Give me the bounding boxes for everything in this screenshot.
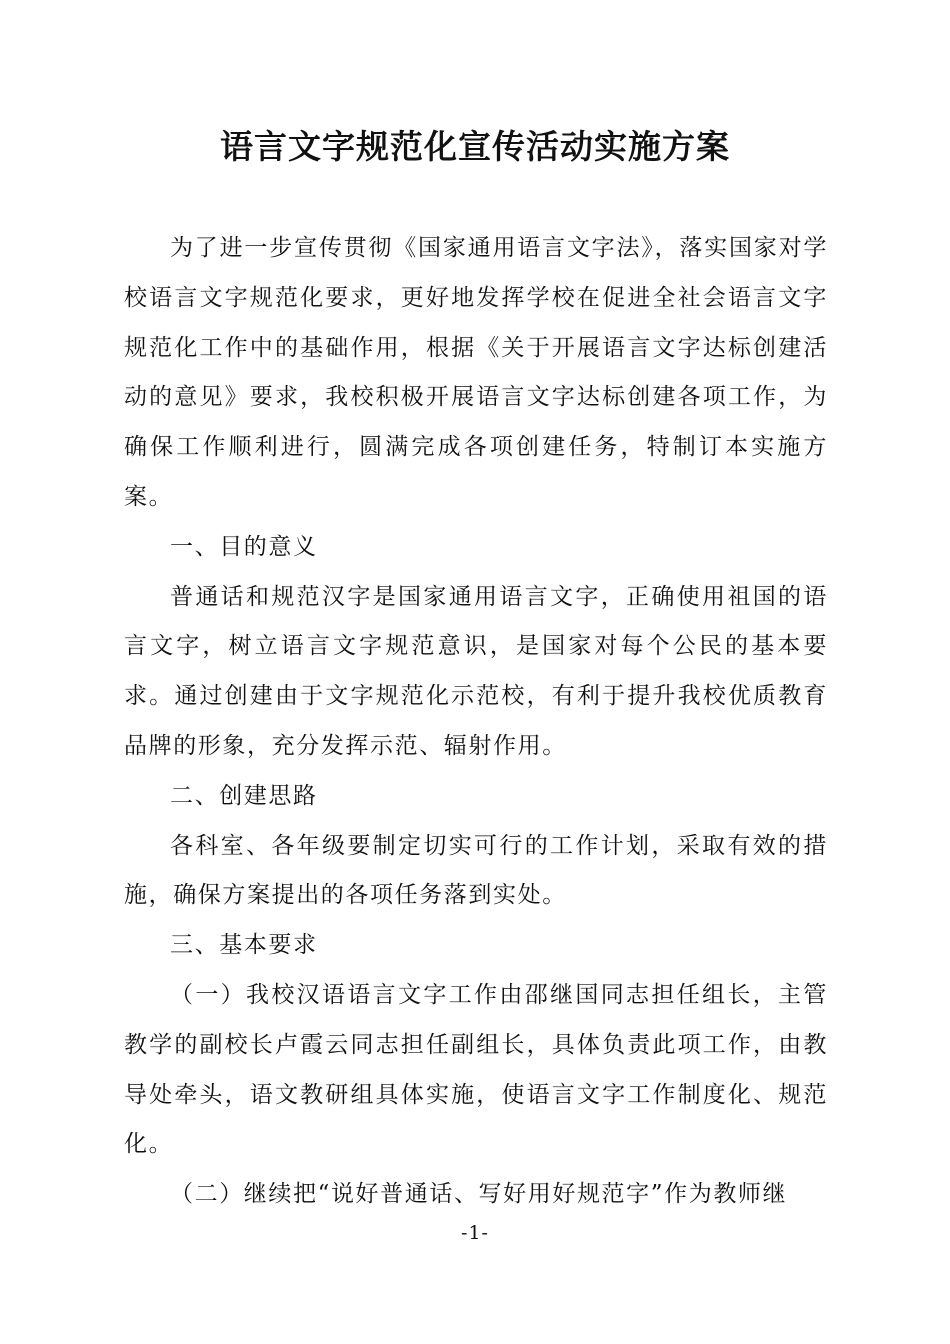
page-number: -1-	[461, 1222, 489, 1244]
document-body	[124, 224, 828, 1220]
paragraph-requirement-1: （一）我校汉语语言文字工作由邵继国同志担任组长，主管教学的副校长卢霞云同志担任副组长，具体负责此项工作，由教导处牵头，语文教研组具体实施，使语言文字工作制度化、规范化。	[124, 981, 828, 1158]
paragraph-purpose: 普通话和规范汉字是国家通用语言文字，正确使用祖国的语言文字，树立语言文字规范意识，是国家对每个公民的基本要求。通过创建由于文字规范化示范校，有利于提升我校优质教育品牌的形象，充分发挥示范、辐射作用。	[124, 583, 828, 759]
section-heading-purpose: 一、目的意义	[170, 533, 318, 560]
paragraph-approach: 各科室、各年级要制定切实可行的工作计划，采取有效的措施，确保方案提出的各项任务落到实处。	[124, 832, 828, 909]
paragraph-intro: 为了进一步宣传贯彻《国家通用语言文字法》，落实国家对学校语言文字规范化要求，更好地发挥学校在促进全社会语言文字规范化工作中的基础作用，根据《关于开展语言文字达标创建活动的意见》要求，我校积极开展语言文字达标创建各项工作，为确保工作顺利进行，圆满完成各项创建任务，特制订本实施方案。	[124, 235, 828, 510]
section-heading-approach: 二、创建思路	[170, 782, 318, 809]
section-heading-requirements: 三、基本要求	[170, 932, 318, 959]
paragraph-requirement-2: （二）继续把“说好普通话、写好用好规范字”作为教师继	[170, 1181, 788, 1208]
document-title: 语言文字规范化宣传活动实施方案	[220, 127, 730, 166]
